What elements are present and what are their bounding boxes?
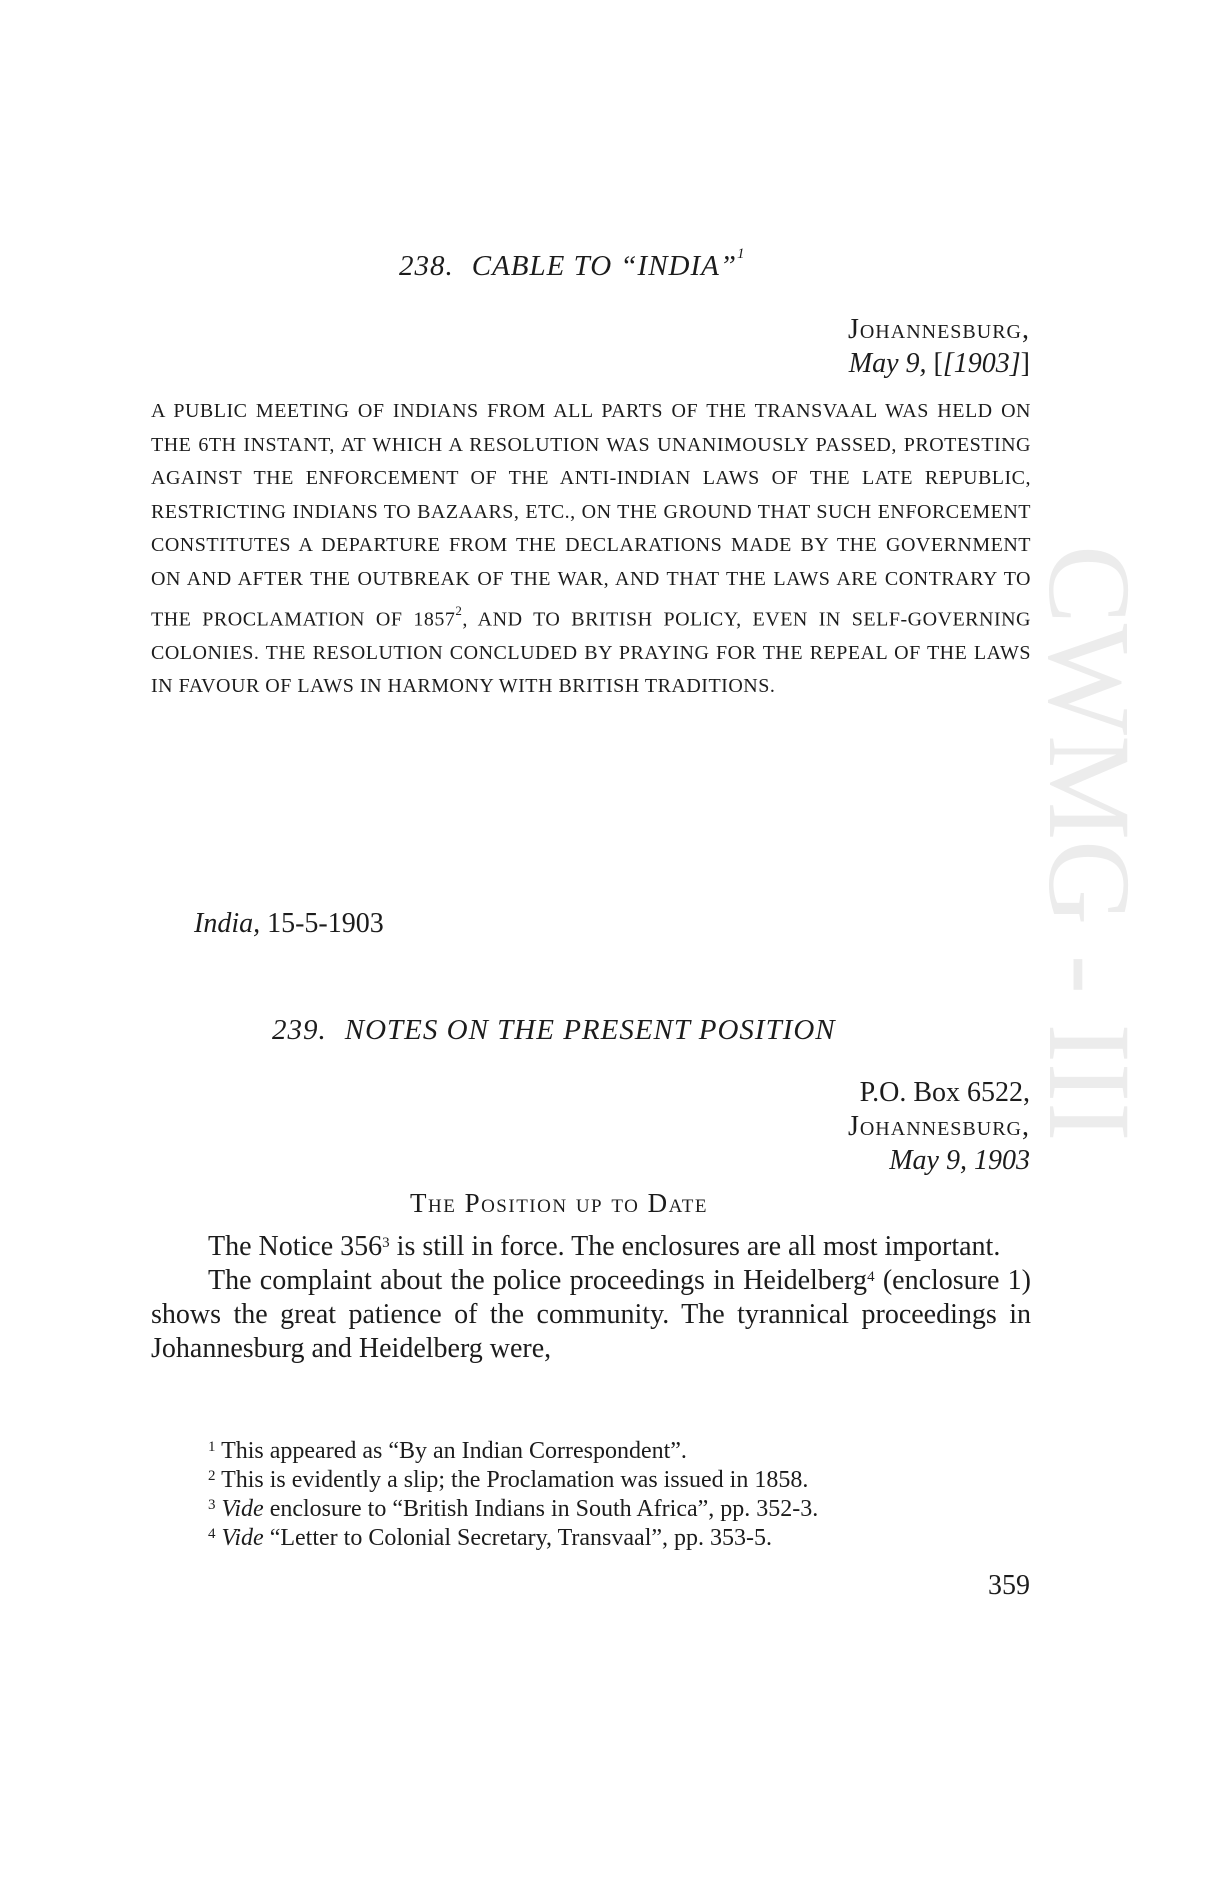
paragraph [151, 1230, 1031, 1264]
footnote-vide: Vide [221, 1525, 264, 1551]
paragraph [151, 1264, 1031, 1366]
footnote-marker: 2 [208, 1468, 216, 1484]
section-title: CABLE TO “INDIA” [471, 250, 737, 282]
cable-text [151, 395, 1031, 704]
footnotes [208, 1437, 818, 1553]
date-text: May 9, [848, 348, 927, 379]
footnote-marker: 1 [208, 1439, 216, 1455]
footnote-text: enclosure to “British Indians in South Africa”, pp. 352-3. [263, 1496, 819, 1522]
source-date: 15-5-1903 [267, 908, 384, 939]
footnote-text: This appeared as “By an Indian Correspondent”. [221, 1438, 687, 1464]
text-run: (enclosure 1) shows the great patience of the community. The tyrannical proceedings in Johannesburg and Heidelberg were, [151, 1265, 1032, 1364]
footnote-ref: 3 [382, 1235, 390, 1251]
footnote [208, 1524, 818, 1553]
cable-text-part: A PUBLIC MEETING OF INDIANS FROM ALL PARTS OF THE TRANSVAAL WAS HELD ON THE 6TH INSTANT, AT WHICH A RESOLUTION WAS UNANIMOUSLY PASSED, PROTESTING AGAINST THE ENFORCEMENT OF THE ANTI-INDIAN LAWS OF THE LATE REPUBLIC, RESTRICTING INDIANS TO BAZAARS, ETC., ON THE GROUND THAT SUCH ENFORCEMENT CONSTITUTES A DEPARTURE FROM THE DECLARATIONS MADE BY THE GOVERNMENT ON AND AFTER THE OUTBREAK OF THE WAR, AND THAT THE LAWS ARE CONTRARY TO THE PROCLAMATION OF 1857 [151, 400, 1031, 631]
date-text: May 9, [889, 1145, 967, 1176]
footnote-ref: 1 [736, 246, 746, 262]
text-run: is still in force. The enclosures are all most important. [389, 1231, 1001, 1262]
footnote-marker: 3 [208, 1497, 216, 1513]
watermark: CWMG - III [1024, 545, 1155, 1142]
footnote [208, 1437, 818, 1466]
footnote-vide: Vide [221, 1496, 264, 1522]
date-year: [1903] [942, 348, 1021, 379]
dateline-place: Johannesburg, [847, 1111, 1030, 1142]
footnote [208, 1466, 818, 1495]
section-238-heading [399, 246, 746, 283]
subheading: The Position up to Date [410, 1188, 708, 1218]
footnote-text: This is evidently a slip; the Proclamation was issued in 1858. [221, 1467, 809, 1493]
dateline-date [889, 1145, 1030, 1177]
footnote-text: “Letter to Colonial Secretary, Transvaal”, pp. 353-5. [263, 1525, 773, 1551]
source-citation [194, 908, 384, 940]
footnote-ref: 4 [867, 1269, 875, 1285]
section-239-heading [272, 1014, 836, 1047]
section-number: 238. [399, 250, 454, 282]
footnote-ref: 2 [455, 602, 463, 618]
page-number: 359 [988, 1570, 1030, 1601]
dateline-address: P.O. Box 6522, [859, 1077, 1030, 1108]
footnote [208, 1495, 818, 1524]
source-title: India, [194, 908, 261, 939]
cable-text-part: , AND TO BRITISH POLICY, EVEN IN SELF-GOVERNING COLONIES. THE RESOLUTION CONCLUDED BY PRAYING FOR THE REPEAL OF THE LAWS IN FAVOUR OF LAWS IN HARMONY WITH BRITISH TRADITIONS. [151, 608, 1031, 698]
footnote-marker: 4 [208, 1526, 216, 1542]
section-title: NOTES ON THE PRESENT POSITION [344, 1014, 836, 1046]
body-text [151, 1230, 1031, 1366]
text-run: The complaint about the police proceedings in Heidelberg [208, 1265, 868, 1296]
date-year: 1903 [974, 1145, 1030, 1176]
dateline-date: May 9, [[1903]] [848, 348, 1030, 379]
section-number: 239. [272, 1014, 327, 1046]
dateline-place: Johannesburg, [847, 314, 1030, 345]
text-run: The Notice 356 [208, 1231, 383, 1262]
